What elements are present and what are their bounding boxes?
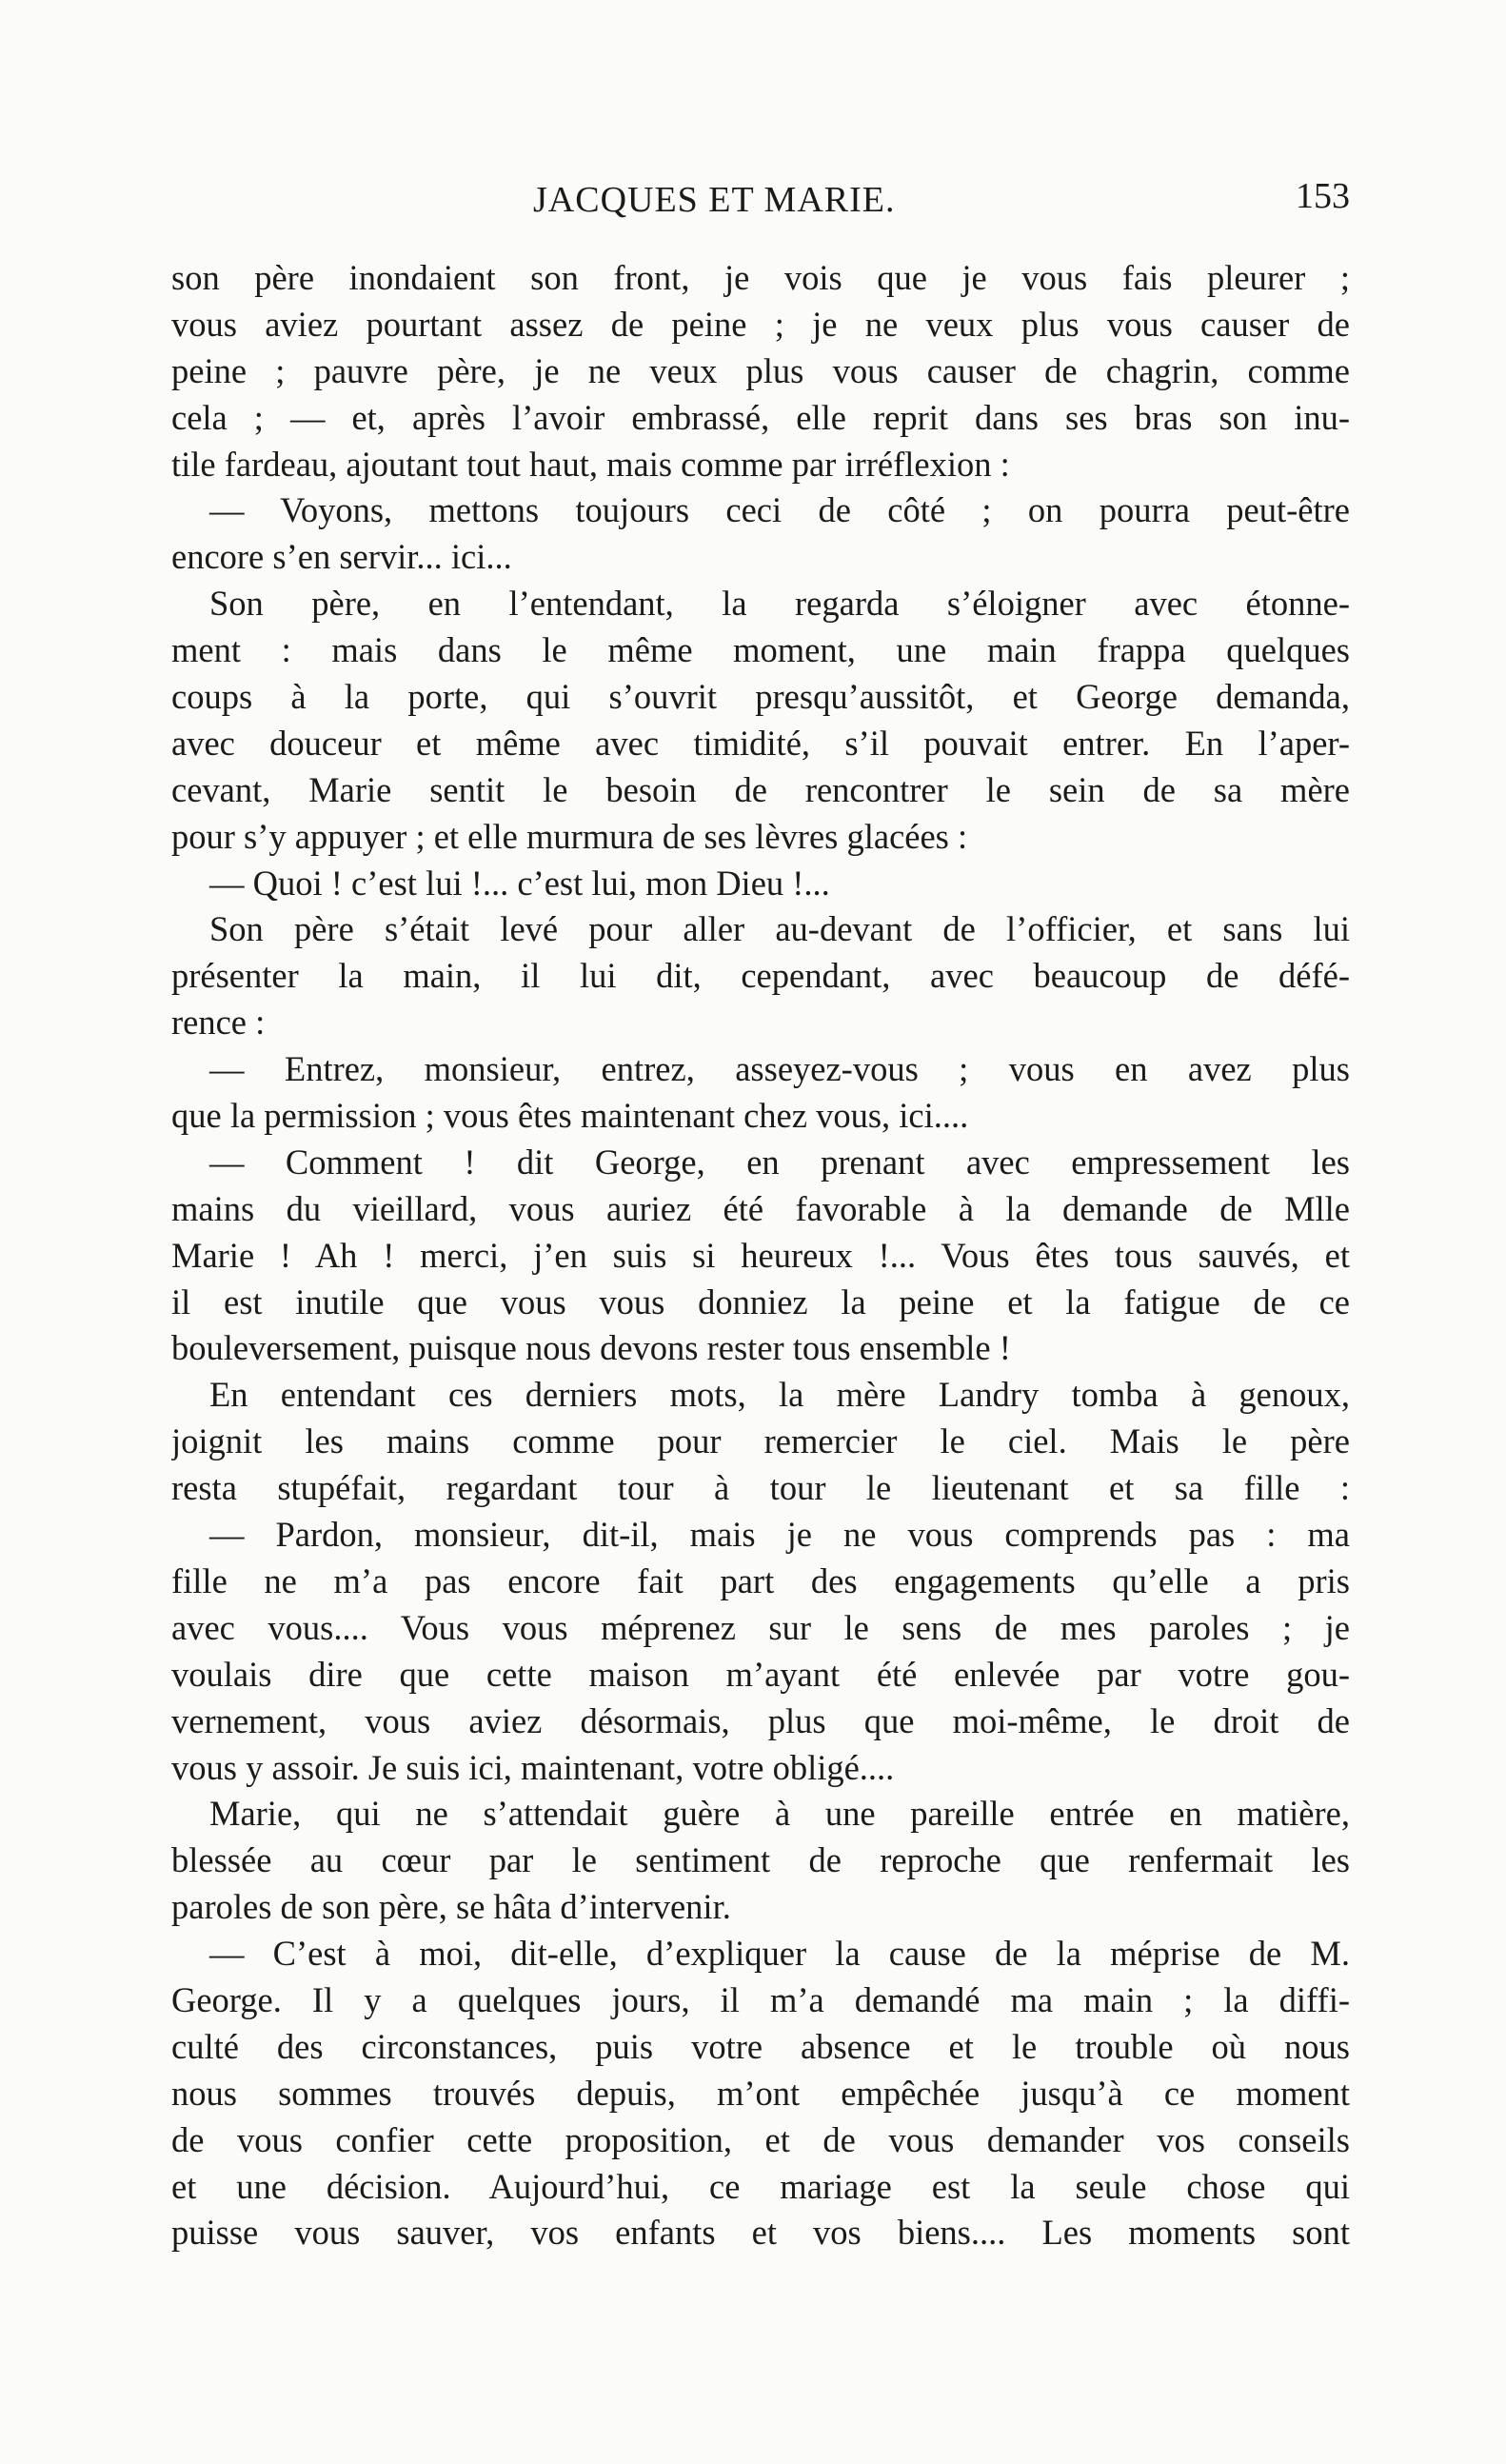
text-line: En entendant ces derniers mots, la mère Landry tomba à genoux, — [209, 1375, 1350, 1415]
text-line: bouleversement, puisque nous devons rester tous ensemble ! — [171, 1328, 1011, 1368]
text-line: vernement, vous aviez désormais, plus que moi-même, le droit de — [171, 1700, 1350, 1740]
text-line: voulais dire que cette maison m’ayant été enlevée par votre gou- — [171, 1654, 1350, 1694]
text-line: que la permission ; vous êtes maintenant chez vous, ici.... — [171, 1096, 969, 1136]
text-line: fille ne m’a pas encore fait part des engagements qu’elle a pris — [171, 1560, 1350, 1600]
text-line: George. Il y a quelques jours, il m’a demandé ma main ; la diffi- — [171, 1979, 1350, 2019]
text-line: — Entrez, monsieur, entrez, asseyez-vous ; vous en avez plus — [209, 1049, 1350, 1089]
text-line: Son père s’était levé pour aller au-devant de l’officier, et sans lui — [209, 909, 1350, 949]
text-line: vous y assoir. Je suis ici, maintenant, votre obligé.... — [171, 1747, 895, 1787]
text-line: il est inutile que vous vous donniez la peine et la fatigue de ce — [171, 1282, 1350, 1321]
page-number: 153 — [1296, 176, 1350, 216]
text-line: son père inondaient son front, je vois que je vous fais pleurer ; — [171, 258, 1350, 297]
text-line: tile fardeau, ajoutant tout haut, mais comme par irréflexion : — [171, 444, 1010, 484]
text-line: nous sommes trouvés depuis, m’ont empêchée jusqu’à ce moment — [171, 2073, 1350, 2113]
text-line: joignit les mains comme pour remercier le ciel. Mais le père — [171, 1421, 1350, 1461]
text-line: rence : — [171, 1003, 266, 1043]
text-line: avec douceur et même avec timidité, s’il pouvait entrer. En l’aper- — [171, 723, 1350, 763]
text-line: Marie ! Ah ! merci, j’en suis si heureux !... Vous êtes tous sauvés, et — [171, 1235, 1350, 1275]
text-line: cevant, Marie sentit le besoin de rencontrer le sein de sa mère — [171, 769, 1350, 809]
text-line: ment : mais dans le même moment, une main frappa quelques — [171, 630, 1350, 670]
text-line: vous aviez pourtant assez de peine ; je ne veux plus vous causer de — [171, 304, 1350, 344]
text-line: encore s’en servir... ici... — [171, 537, 512, 577]
text-line: — Voyons, mettons toujours ceci de côté ; on pourra peut-être — [209, 490, 1350, 530]
text-line: resta stupéfait, regardant tour à tour le lieutenant et sa fille : — [171, 1468, 1350, 1508]
text-line: — C’est à moi, dit-elle, d’expliquer la cause de la méprise de M. — [209, 1934, 1350, 1974]
running-title: JACQUES ET MARIE. — [533, 180, 896, 220]
body-text — [171, 255, 1350, 2256]
text-line: pour s’y appuyer ; et elle murmura de ses lèvres glacées : — [171, 816, 968, 856]
text-line: cela ; — et, après l’avoir embrassé, elle reprit dans ses bras son inu- — [171, 397, 1350, 437]
text-line: de vous confier cette proposition, et de vous demander vos conseils — [171, 2119, 1350, 2159]
text-line: culté des circonstances, puis votre absence et le trouble où nous — [171, 2026, 1350, 2066]
text-line: blessée au cœur par le sentiment de reproche que renfermait les — [171, 1840, 1350, 1880]
text-line: — Pardon, monsieur, dit-il, mais je ne vous comprends pas : ma — [209, 1515, 1350, 1555]
running-header — [171, 176, 1350, 227]
text-line: coups à la porte, qui s’ouvrit presqu’aussitôt, et George demanda, — [171, 677, 1350, 717]
text-line: — Quoi ! c’est lui !... c’est lui, mon Dieu !... — [209, 863, 830, 903]
text-line: mains du vieillard, vous auriez été favorable à la demande de Mlle — [171, 1188, 1350, 1228]
text-line: présenter la main, il lui dit, cependant, avec beaucoup de défé- — [171, 956, 1350, 996]
text-line: puisse vous sauver, vos enfants et vos biens.... Les moments sont — [171, 2213, 1350, 2253]
text-line: Marie, qui ne s’attendait guère à une pareille entrée en matière, — [209, 1794, 1350, 1834]
text-line: Son père, en l’entendant, la regarda s’éloigner avec étonne- — [209, 584, 1350, 624]
text-line: — Comment ! dit George, en prenant avec empressement les — [209, 1142, 1350, 1182]
text-line: peine ; pauvre père, je ne veux plus vous causer de chagrin, comme — [171, 350, 1350, 390]
text-line: paroles de son père, se hâta d’intervenir. — [171, 1887, 731, 1927]
text-line: avec vous.... Vous vous méprenez sur le sens de mes paroles ; je — [171, 1607, 1350, 1647]
text-line: et une décision. Aujourd’hui, ce mariage est la seule chose qui — [171, 2166, 1350, 2206]
